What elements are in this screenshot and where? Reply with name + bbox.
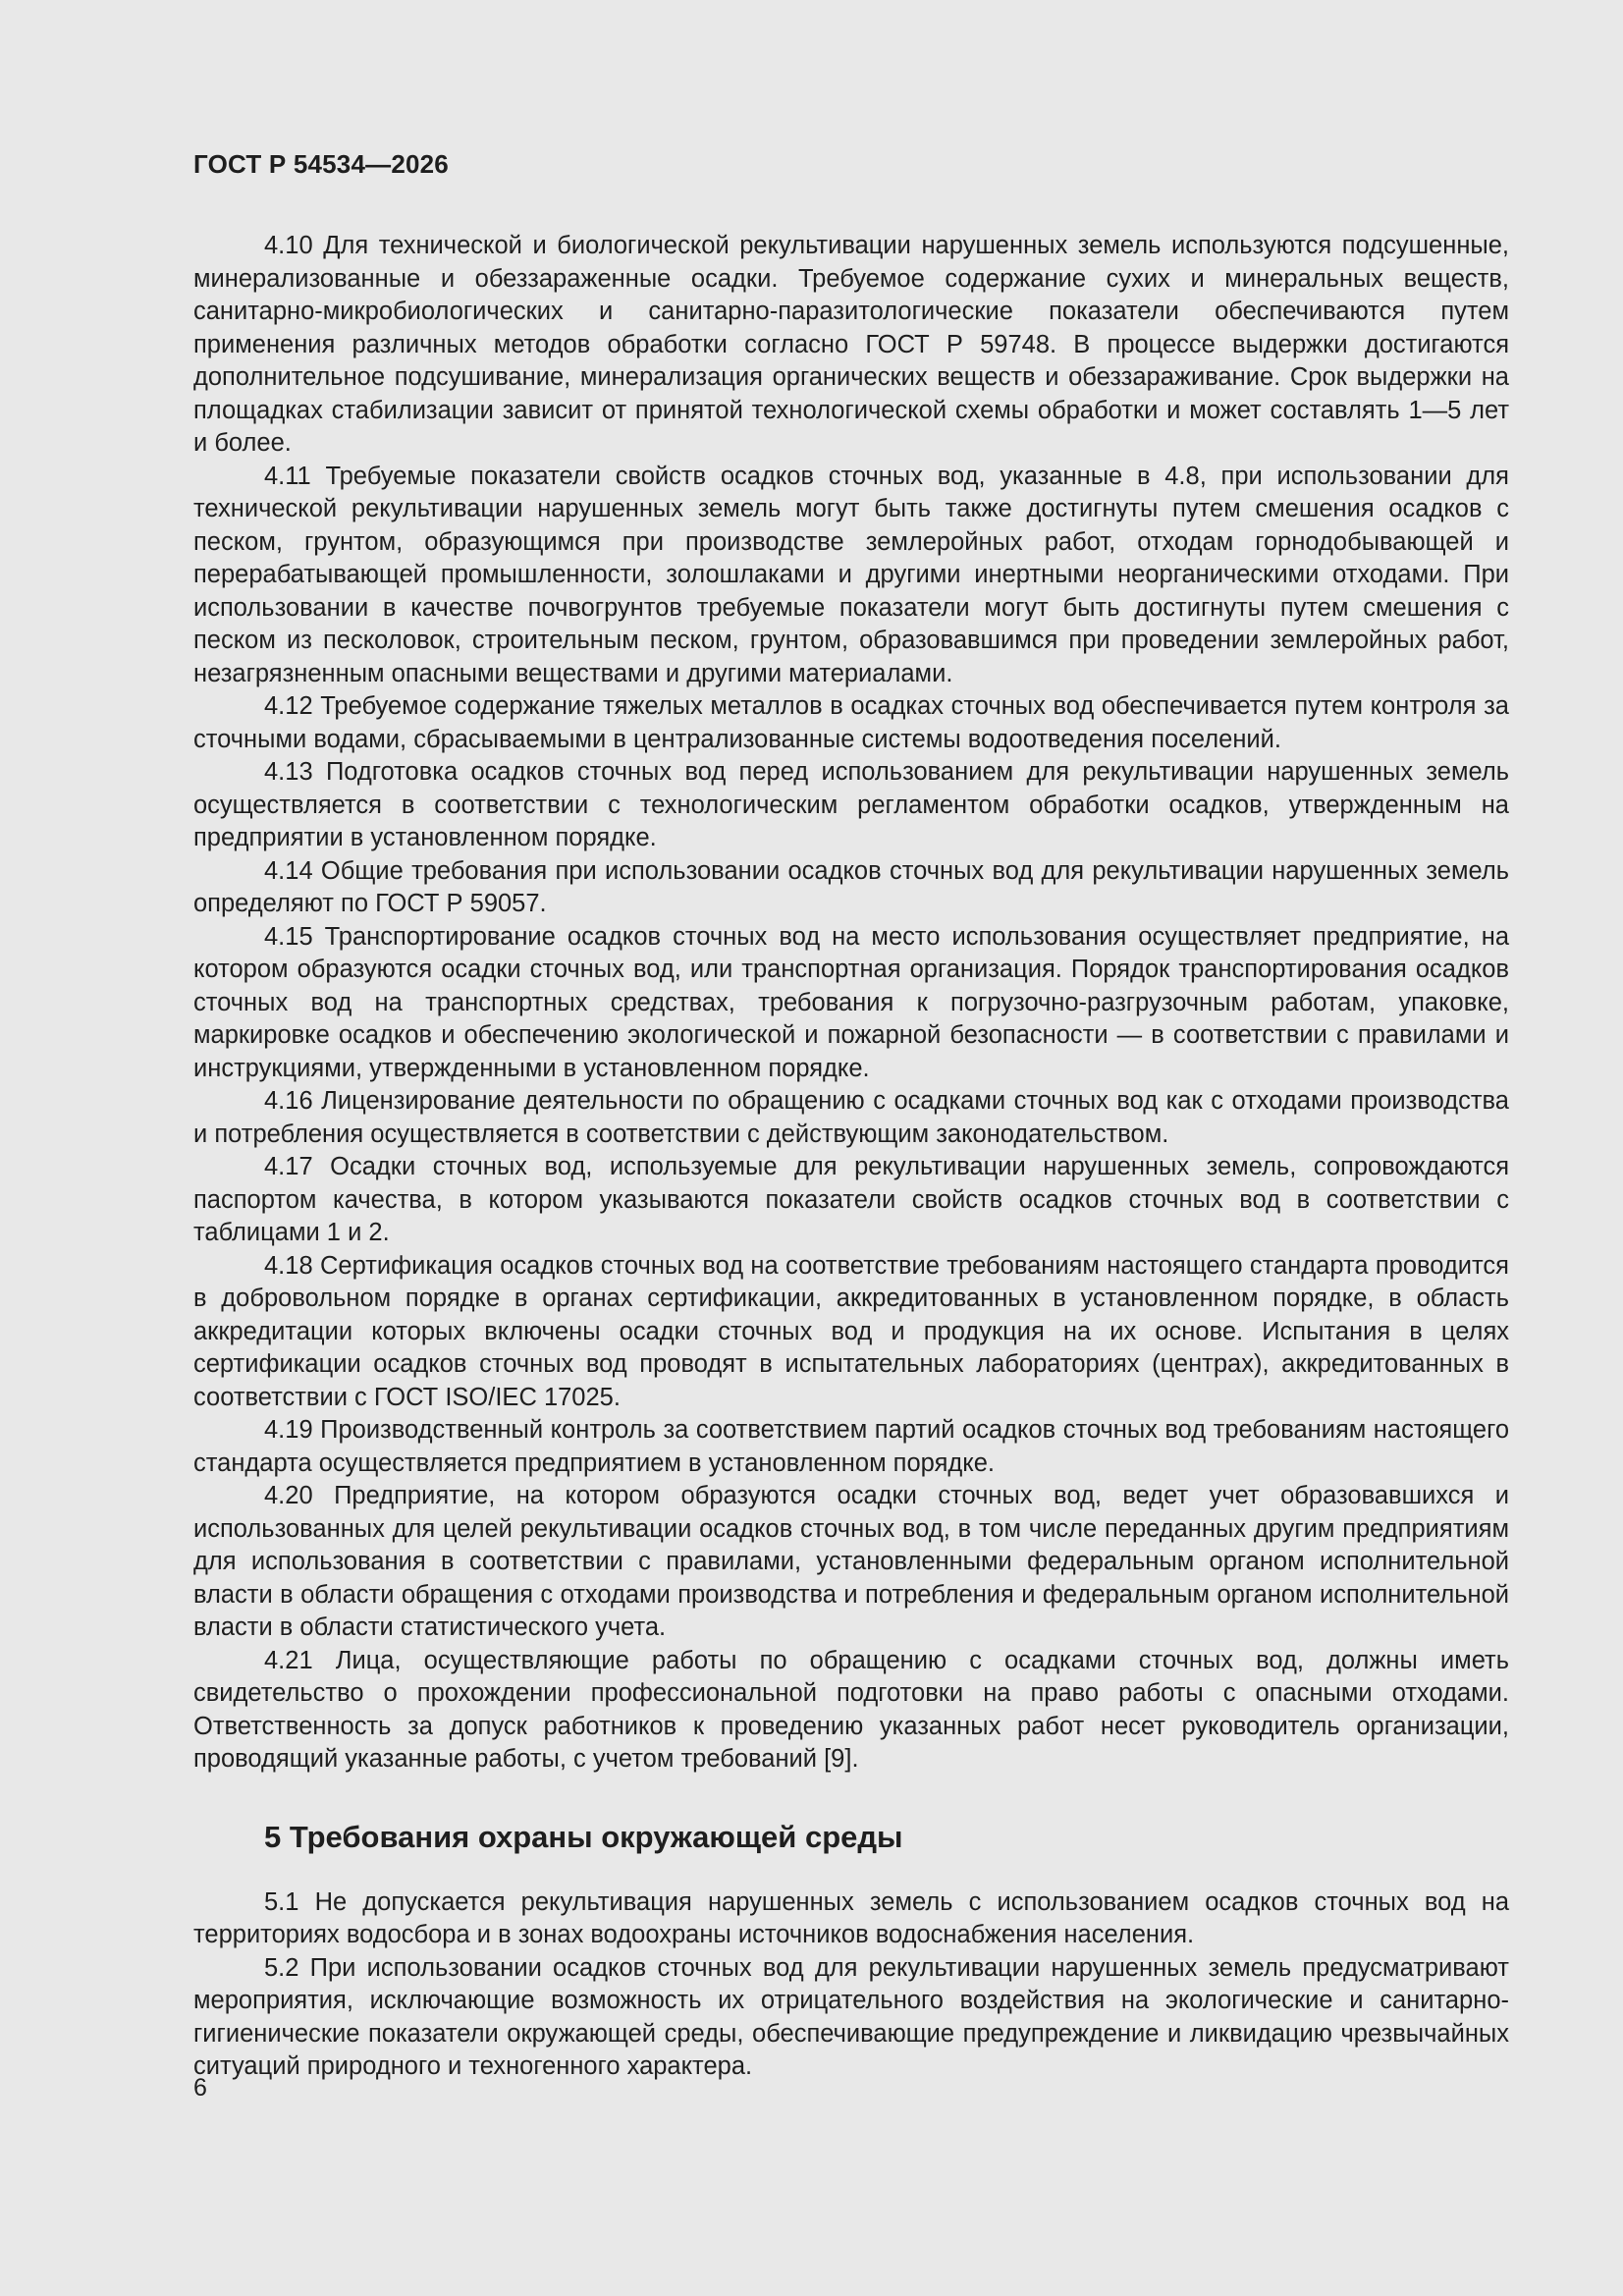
- section4-continuation: [193, 230, 1509, 1777]
- section5-body: [193, 1886, 1509, 2084]
- paragraph-4-12: 4.12 Требуемое содержание тяжелых металлов в осадках сточных вод обеспечивается путем контроля за сточными водами, сбрасываемыми в централизованные системы водоотведения поселений.: [193, 692, 1509, 753]
- document-code-header: ГОСТ Р 54534—2026: [193, 149, 449, 179]
- section-5-heading: 5 Требования охраны окружающей среды: [264, 1819, 903, 1854]
- paragraph-5-2: 5.2 При использовании осадков сточных вод для рекультивации нарушенных земель предусматривают мероприятия, исключающие возможность их отрицательного воздействия на экологические и санитарно-гигиенические показатели окружающей среды, обеспечивающие предупреждение и ликвидацию чрезвычайных ситуаций природного и техногенного характера.: [193, 1953, 1509, 2080]
- paragraph-4-19: 4.19 Производственный контроль за соответствием партий осадков сточных вод требованиям настоящего стандарта осуществляется предприятием в установленном порядке.: [193, 1416, 1509, 1477]
- paragraph-4-21: 4.21 Лица, осуществляющие работы по обращению с осадками сточных вод, должны иметь свидетельство о прохождении профессиональной подготовки на право работы с опасными отходами. Ответственность за допуск работников к проведению указанных работ несет руководитель организации, проводящий указанные работы, с учетом требований [9].: [193, 1646, 1509, 1773]
- document-page: [193, 147, 1509, 2084]
- paragraph-5-1: 5.1 Не допускается рекультивация нарушенных земель с использованием осадков сточных вод на территориях водосбора и в зонах водоохраны источников водоснабжения населения.: [193, 1887, 1509, 1948]
- paragraph-4-10: 4.10 Для технической и биологической рекультивации нарушенных земель используются подсушенные, минерализованные и обеззараженные осадки. Требуемое содержание сухих и минеральных веществ, санитарно-микробиологических и санитарно-паразитологические показатели обеспечиваются путем применения различных методов обработки согласно ГОСТ Р 59748. В процессе выдержки достигаются дополнительное подсушивание, минерализация органических веществ и обеззараживание. Срок выдержки на площадках стабилизации зависит от принятой технологической схемы обработки и может составлять 1—5 лет и более.: [193, 232, 1509, 457]
- paragraph-4-17: 4.17 Осадки сточных вод, используемые для рекультивации нарушенных земель, сопровождаются паспортом качества, в котором указываются показатели свойств осадков сточных вод в соответствии с таблицами 1 и 2.: [193, 1153, 1509, 1246]
- paragraph-4-16: 4.16 Лицензирование деятельности по обращению с осадками сточных вод как с отходами производства и потребления осуществляется в соответствии с действующим законодательством.: [193, 1087, 1509, 1148]
- paragraph-4-15: 4.15 Транспортирование осадков сточных вод на место использования осуществляет предприятие, на котором образуются осадки сточных вод, или транспортная организация. Порядок транспортирования осадков сточных вод на транспортных средствах, требования к погрузочно-разгрузочным работам, упаковке, маркировке осадков и обеспечению экологической и пожарной безопасности — в соответствии с правилами и инструкциями, утвержденными в установленном порядке.: [193, 922, 1509, 1082]
- paragraph-4-13: 4.13 Подготовка осадков сточных вод перед использованием для рекультивации нарушенных земель осуществляется в соответствии с технологическим регламентом обработки осадков, утвержденным на предприятии в установленном порядке.: [193, 758, 1509, 851]
- paragraph-4-18: 4.18 Сертификация осадков сточных вод на соответствие требованиям настоящего стандарта проводится в добровольном порядке в органах сертификации, аккредитованных в установленном порядке, в область аккредитации которых включены осадки сточных вод и продукция на их основе. Испытания в целях сертификации осадков сточных вод проводят в испытательных лабораториях (центрах), аккредитованных в соответствии с ГОСТ ISO/IEC 17025.: [193, 1251, 1509, 1411]
- page-number: 6: [193, 2074, 207, 2102]
- paragraph-4-20: 4.20 Предприятие, на котором образуются осадки сточных вод, ведет учет образовавшихся и использованных для целей рекультивации осадков сточных вод, в том числе переданных другим предприятиям для использования в соответствии с правилами, установленными федеральным органом исполнительной власти в области обращения с отходами производства и потребления и федеральным органом исполнительной власти в области статистического учета.: [193, 1482, 1509, 1641]
- paragraph-4-11: 4.11 Требуемые показатели свойств осадков сточных вод, указанные в 4.8, при использовании для технической рекультивации нарушенных земель могут быть также достигнуты путем смешения осадков с песком, грунтом, образующимся при производстве землеройных работ, отходам горнодобывающей и перерабатывающей промышленности, золошлаками и другими инертными неорганическими отходами. При использовании в качестве почвогрунтов требуемые показатели могут быть достигнуты путем смешения с песком из песколовок, строительным песком, грунтом, образовавшимся при проведении землеройных работ, незагрязненным опасными веществами и другими материалами.: [193, 462, 1509, 687]
- paragraph-4-14: 4.14 Общие требования при использовании осадков сточных вод для рекультивации нарушенных земель определяют по ГОСТ Р 59057.: [193, 856, 1509, 917]
